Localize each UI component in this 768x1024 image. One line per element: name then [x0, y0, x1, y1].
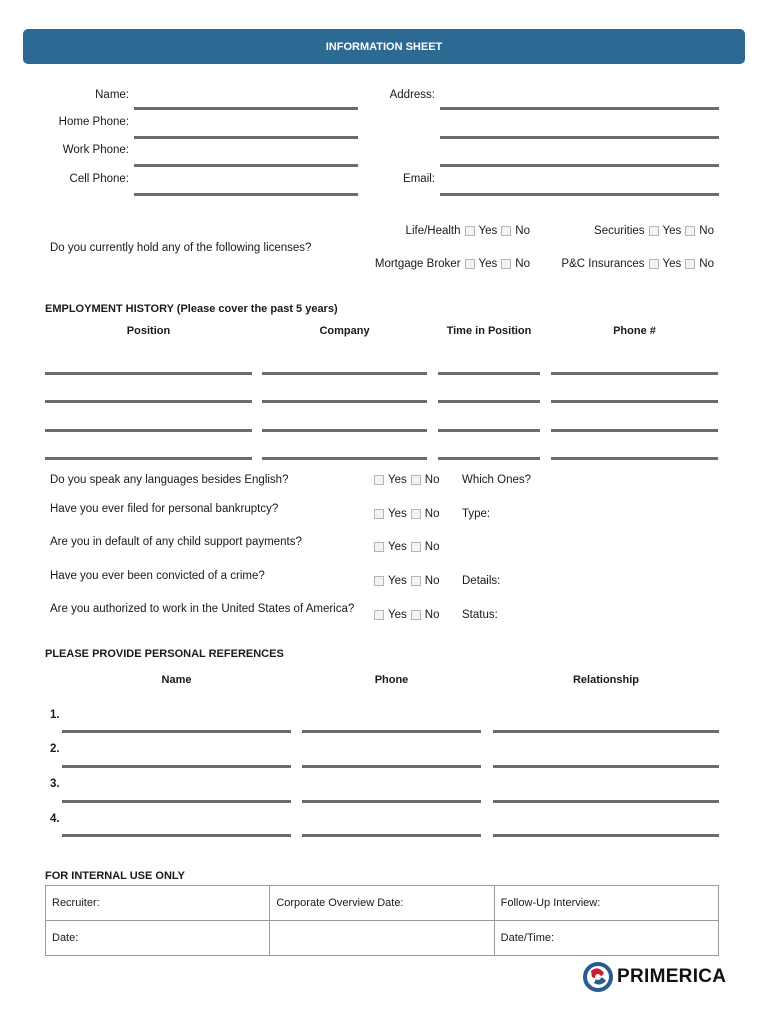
cell-phone-label: Cell Phone: [69, 173, 129, 185]
status-label: Status: [462, 609, 498, 621]
email-field[interactable] [440, 193, 719, 196]
ref-phone-field[interactable] [302, 765, 481, 768]
ref-phone-field[interactable] [302, 834, 481, 837]
yes-label: Yes [388, 541, 407, 553]
yes-label: Yes [388, 575, 407, 587]
authorized-no-checkbox[interactable] [411, 610, 421, 620]
bankruptcy-question: Have you ever filed for personal bankruptcy? [50, 503, 279, 515]
references-section-title: PLEASE PROVIDE PERSONAL REFERENCES [45, 648, 284, 660]
work-phone-field[interactable] [134, 164, 358, 167]
employment-section-title: EMPLOYMENT HISTORY (Please cover the past 5 years) [45, 303, 338, 315]
date-time-cell[interactable]: Date/Time: [494, 921, 718, 956]
yes-label: Yes [388, 474, 407, 486]
home-phone-field[interactable] [134, 136, 358, 139]
name-label: Name: [95, 89, 129, 101]
cell-phone-field[interactable] [134, 193, 358, 196]
no-label: No [424, 609, 440, 621]
license-mortgage-label: Mortgage Broker [374, 258, 461, 270]
no-label: No [515, 225, 530, 237]
life-health-yes-checkbox[interactable] [465, 226, 475, 236]
license-pc-label: P&C Insurances [561, 258, 645, 270]
license-life-health-label: Life/Health [405, 225, 461, 237]
child-support-no-checkbox[interactable] [411, 542, 421, 552]
yes-label: Yes [388, 508, 407, 520]
col-position: Position [126, 325, 171, 337]
license-life-health [370, 225, 530, 237]
empty-cell[interactable] [270, 921, 494, 956]
languages-question: Do you speak any languages besides English? [50, 474, 289, 486]
ref-name-field[interactable] [62, 765, 291, 768]
languages-no-checkbox[interactable] [411, 475, 421, 485]
employment-position-field[interactable] [45, 429, 252, 432]
address-field-line-3[interactable] [440, 164, 719, 167]
yes-label: Yes [478, 258, 498, 270]
employment-time-field[interactable] [438, 372, 540, 375]
no-label: No [424, 474, 440, 486]
which-ones-label: Which Ones? [462, 474, 532, 486]
employment-time-field[interactable] [438, 429, 540, 432]
yes-label: Yes [478, 225, 498, 237]
license-securities [540, 225, 714, 237]
mortgage-yes-checkbox[interactable] [465, 259, 475, 269]
work-phone-label: Work Phone: [62, 144, 129, 156]
corporate-overview-cell[interactable]: Corporate Overview Date: [270, 886, 494, 921]
bankruptcy-no-checkbox[interactable] [411, 509, 421, 519]
header-banner [23, 29, 745, 64]
languages-options [370, 474, 439, 486]
ref-relationship-field[interactable] [493, 834, 719, 837]
ref-relationship-field[interactable] [493, 730, 719, 733]
child-support-options [370, 541, 439, 553]
type-label: Type: [462, 508, 491, 520]
no-label: No [424, 575, 440, 587]
no-label: No [699, 225, 714, 237]
child-support-yes-checkbox[interactable] [374, 542, 384, 552]
col-phone: Phone # [613, 325, 656, 337]
pc-yes-checkbox[interactable] [649, 259, 659, 269]
yes-label: Yes [662, 225, 682, 237]
employment-phone-field[interactable] [551, 400, 718, 403]
ref-col-relationship: Relationship [572, 674, 639, 686]
page-title: INFORMATION SHEET [325, 40, 443, 53]
child-support-question: Are you in default of any child support payments? [50, 536, 302, 548]
no-label: No [699, 258, 714, 270]
ref-number: 2. [50, 743, 60, 755]
ref-col-name: Name [161, 674, 192, 686]
ref-number: 4. [50, 813, 60, 825]
pc-no-checkbox[interactable] [685, 259, 695, 269]
employment-phone-field[interactable] [551, 457, 718, 460]
follow-up-interview-cell[interactable]: Follow-Up Interview: [494, 886, 718, 921]
license-securities-label: Securities [594, 225, 645, 237]
securities-yes-checkbox[interactable] [649, 226, 659, 236]
licenses-question: Do you currently hold any of the following licenses? [50, 242, 312, 254]
details-label: Details: [462, 575, 501, 587]
ref-name-field[interactable] [62, 730, 291, 733]
license-mortgage [340, 258, 530, 270]
authorized-yes-checkbox[interactable] [374, 610, 384, 620]
securities-no-checkbox[interactable] [685, 226, 695, 236]
employment-position-field[interactable] [45, 400, 252, 403]
address-field-line-2[interactable] [440, 136, 719, 139]
bankruptcy-options [370, 508, 439, 520]
no-label: No [424, 508, 440, 520]
col-company: Company [319, 325, 370, 337]
employment-company-field[interactable] [262, 457, 427, 460]
languages-yes-checkbox[interactable] [374, 475, 384, 485]
home-phone-label: Home Phone: [58, 116, 129, 128]
yes-label: Yes [388, 609, 407, 621]
no-label: No [515, 258, 530, 270]
crime-no-checkbox[interactable] [411, 576, 421, 586]
employment-phone-field[interactable] [551, 372, 718, 375]
yes-label: Yes [662, 258, 682, 270]
ref-name-field[interactable] [62, 834, 291, 837]
recruiter-cell[interactable]: Recruiter: [46, 886, 270, 921]
crime-question: Have you ever been convicted of a crime? [50, 570, 265, 582]
date-cell[interactable]: Date: [46, 921, 270, 956]
ref-col-phone: Phone [374, 674, 409, 686]
ref-relationship-field[interactable] [493, 765, 719, 768]
ref-name-field[interactable] [62, 800, 291, 803]
crime-options [370, 575, 439, 587]
license-pc [540, 258, 714, 270]
bankruptcy-yes-checkbox[interactable] [374, 509, 384, 519]
employment-position-field[interactable] [45, 457, 252, 460]
employment-time-field[interactable] [438, 400, 540, 403]
authorized-options [370, 609, 439, 621]
primerica-logo [582, 961, 727, 993]
authorized-question: Are you authorized to work in the United States of America? [50, 603, 355, 615]
ref-number: 1. [50, 709, 60, 721]
internal-use-table [45, 885, 719, 956]
email-label: Email: [403, 173, 435, 185]
ref-phone-field[interactable] [302, 800, 481, 803]
employment-phone-field[interactable] [551, 429, 718, 432]
employment-company-field[interactable] [262, 400, 427, 403]
mortgage-no-checkbox[interactable] [501, 259, 511, 269]
no-label: No [424, 541, 440, 553]
life-health-no-checkbox[interactable] [501, 226, 511, 236]
crime-yes-checkbox[interactable] [374, 576, 384, 586]
address-label: Address: [389, 89, 435, 101]
employment-position-field[interactable] [45, 372, 252, 375]
employment-time-field[interactable] [438, 457, 540, 460]
employment-company-field[interactable] [262, 429, 427, 432]
brand-name: PRIMERICA [617, 966, 727, 987]
name-field[interactable] [134, 107, 358, 110]
ref-phone-field[interactable] [302, 730, 481, 733]
employment-company-field[interactable] [262, 372, 427, 375]
ref-relationship-field[interactable] [493, 800, 719, 803]
address-field-line-1[interactable] [440, 107, 719, 110]
internal-section-title: FOR INTERNAL USE ONLY [45, 870, 185, 882]
col-time-in-position: Time in Position [446, 325, 532, 337]
ref-number: 3. [50, 778, 60, 790]
